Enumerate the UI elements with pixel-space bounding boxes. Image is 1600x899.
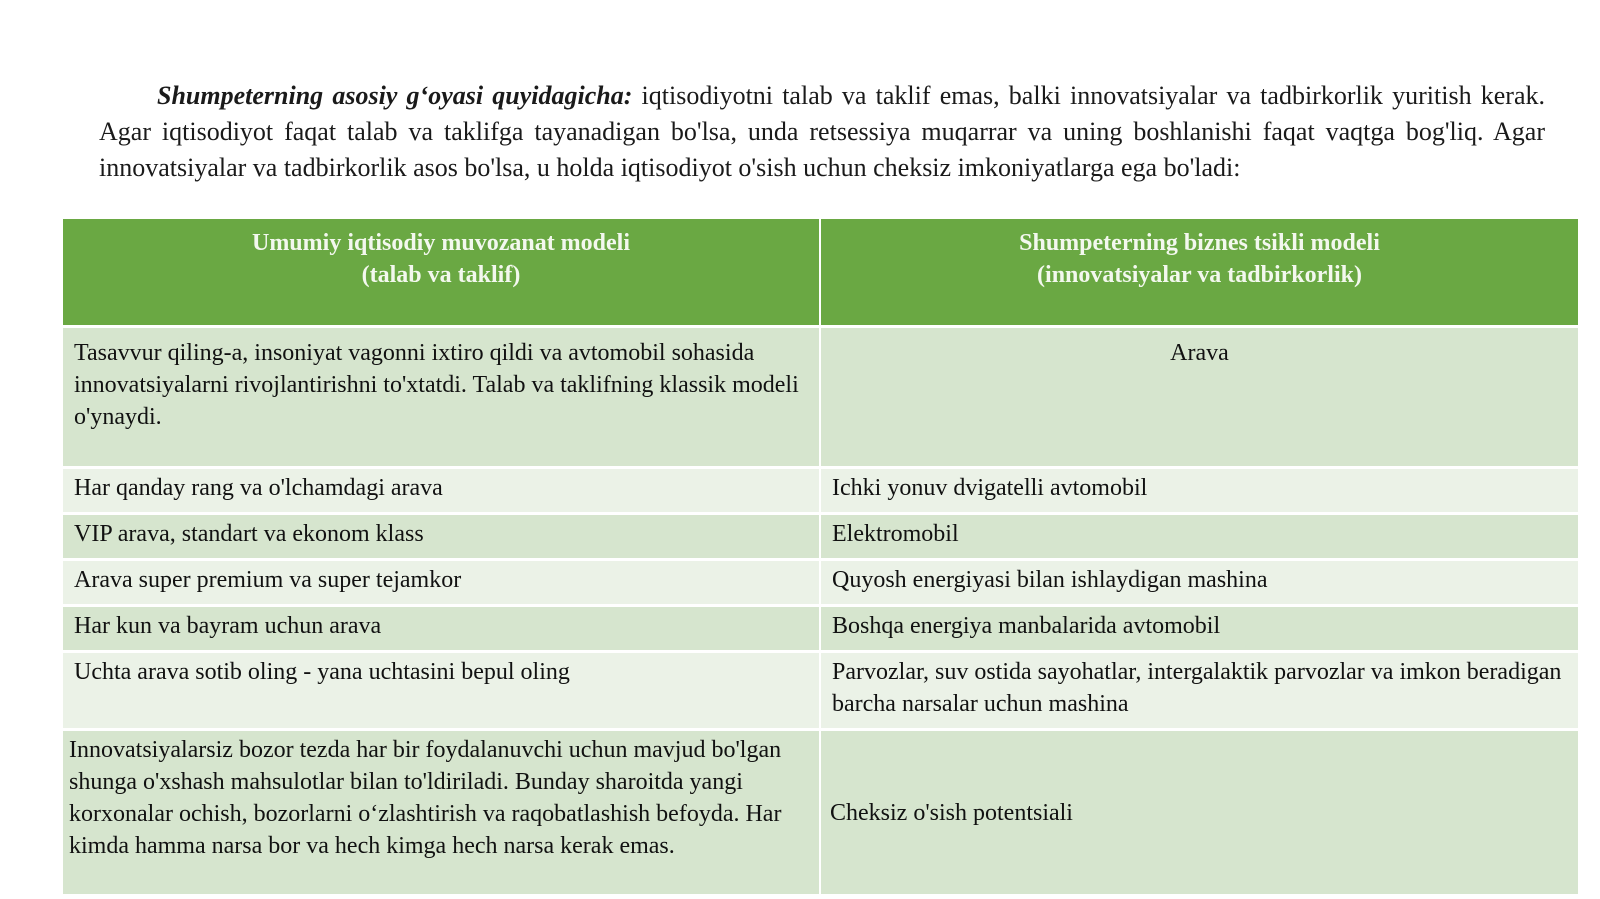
- cell-right: Ichki yonuv dvigatelli avtomobil: [820, 468, 1578, 514]
- header-col1-title: Umumiy iqtisodiy muvozanat modeli: [251, 230, 631, 256]
- table-row: [63, 560, 1578, 606]
- cell-left: Tasavvur qiling-a, insoniyat vagonni ixtiro qildi va avtomobil sohasida innovatsiyalarni rivojlantirishni to'xtatdi. Talab va taklifning klassik modeli o'ynaydi.: [63, 327, 820, 468]
- intro-text: iqtisodiyotni talab va taklif emas, balki innovatsiyalar va tadbirkorlik yuritish kerak. Agar iqtisodiyot faqat talab va taklifga tayanadigan bo'lsa, unda retsessiya muqarrar va uning boshlanishi faqat vaqtga bog'liq. Agar innovatsiyalar va tadbirkorlik asos bo'lsa, u holda iqtisodiyot o'sish uchun cheksiz imkoniyatlarga ega bo'ladi:: [99, 81, 1545, 182]
- table-row: [63, 468, 1578, 514]
- table-row: [63, 606, 1578, 652]
- cell-left: Uchta arava sotib oling - yana uchtasini bepul oling: [63, 652, 820, 730]
- table-header-row: [63, 219, 1578, 327]
- cell-left: VIP arava, standart va ekonom klass: [63, 514, 820, 560]
- header-col2-title: Shumpeterning biznes tsikli modeli: [1019, 230, 1380, 256]
- cell-right: Parvozlar, suv ostida sayohatlar, intergalaktik parvozlar va imkon beradigan barcha narsalar uchun mashina: [820, 652, 1578, 730]
- table-row: [63, 652, 1578, 730]
- table-row: [63, 327, 1578, 468]
- table-row: [63, 514, 1578, 560]
- comparison-table: [63, 219, 1578, 894]
- table-row: [63, 730, 1578, 895]
- header-col2-subtitle: (innovatsiyalar va tadbirkorlik): [1037, 262, 1362, 288]
- cell-left: Har kun va bayram uchun arava: [63, 606, 820, 652]
- header-col1-subtitle: (talab va taklif): [361, 262, 521, 288]
- cell-left: Arava super premium va super tejamkor: [63, 560, 820, 606]
- cell-left: Innovatsiyalarsiz bozor tezda har bir foydalanuvchi uchun mavjud bo'lgan shunga o'xshash mahsulotlar bilan to'ldiriladi. Bunday sharoitda yangi korxonalar ochish, bozorlarni o‘zlashtirish va raqobatlashish befoyda. Har kimda hamma narsa bor va hech kimga hech narsa kerak emas.: [63, 730, 820, 895]
- intro-lead: Shumpeterning asosiy g‘oyasi quyidagicha:: [157, 81, 633, 110]
- cell-right: Boshqa energiya manbalarida avtomobil: [820, 606, 1578, 652]
- cell-right: Quyosh energiyasi bilan ishlaydigan mashina: [820, 560, 1578, 606]
- cell-left: Har qanday rang va o'lchamdagi arava: [63, 468, 820, 514]
- header-equilibrium-model: [63, 219, 820, 327]
- header-schumpeter-model: [820, 219, 1578, 327]
- cell-right: Arava: [820, 327, 1578, 468]
- cell-right: Cheksiz o'sish potentsiali: [820, 730, 1578, 895]
- intro-paragraph: [99, 78, 1545, 186]
- cell-right: Elektromobil: [820, 514, 1578, 560]
